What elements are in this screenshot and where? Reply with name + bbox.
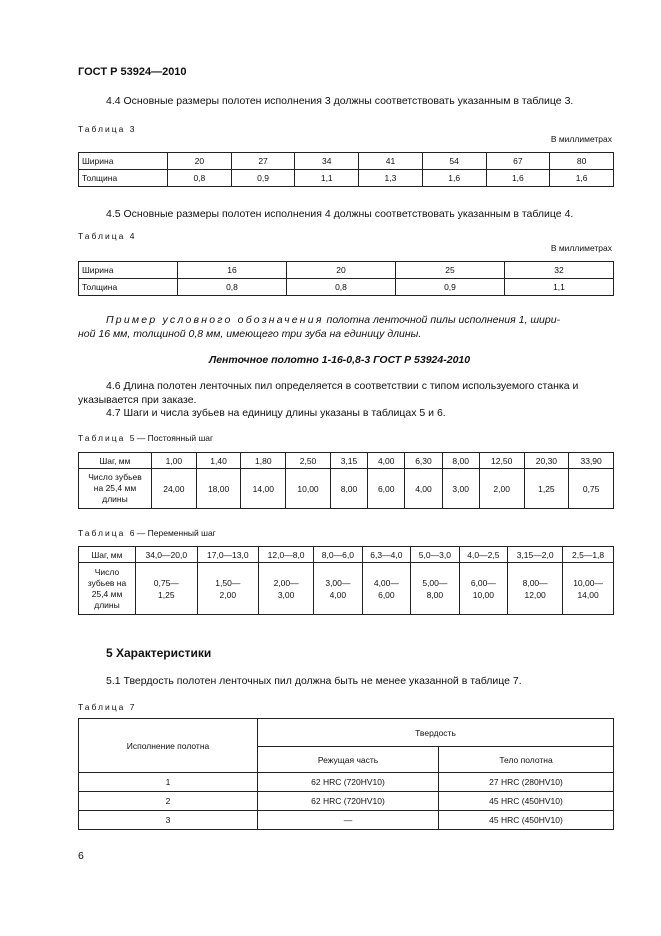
table-3-unit: В миллиметрах bbox=[550, 134, 612, 144]
table-cell bbox=[362, 563, 411, 615]
table-cell: 0,75 bbox=[569, 469, 614, 509]
table-row bbox=[79, 811, 614, 830]
table-cell: 3,15—2,0 bbox=[508, 547, 563, 563]
table-cell: Ширина bbox=[79, 153, 168, 170]
table-cell: 0,9 bbox=[396, 279, 505, 296]
table-row bbox=[79, 469, 614, 509]
table-cell-label bbox=[79, 563, 136, 615]
paragraph-4-5: 4.5 Основные размеры полотен исполнения 4 должны соответствовать указанным в таблице 4. bbox=[106, 208, 574, 220]
table-cell: 3,15 bbox=[330, 453, 367, 469]
example-line-1 bbox=[106, 313, 560, 327]
table-cell bbox=[314, 563, 363, 615]
value-line: 5,00— bbox=[422, 577, 448, 588]
value-line: 2,00— bbox=[273, 577, 299, 588]
table-row bbox=[79, 792, 614, 811]
paragraph-5-1: 5.1 Твердость полотен ленточных пил должна быть не менее указанной в таблице 7. bbox=[106, 675, 522, 687]
table-cell: 41 bbox=[359, 153, 423, 170]
table-row bbox=[79, 453, 614, 469]
table-cell: 62 HRC (720HV10) bbox=[258, 773, 439, 792]
table-row bbox=[79, 279, 614, 296]
table-header-cutting: Режущая часть bbox=[258, 747, 439, 773]
table-cell: 8,00 bbox=[442, 453, 479, 469]
table-cell: 45 HRC (450HV10) bbox=[439, 811, 614, 830]
value-line: 10,00 bbox=[472, 589, 495, 600]
table-cell: 27 bbox=[231, 153, 295, 170]
table-cell: 1 bbox=[79, 773, 258, 792]
table-6-caption-title: 6 — Переменный шаг bbox=[129, 528, 216, 538]
table-5 bbox=[78, 452, 614, 509]
table-cell: 27 HRC (280HV10) bbox=[439, 773, 614, 792]
table-cell: 1,1 bbox=[505, 279, 614, 296]
table-row bbox=[79, 153, 614, 170]
table-cell: 2,50 bbox=[286, 453, 331, 469]
table-cell bbox=[197, 563, 259, 615]
label-line: зубьев на bbox=[87, 577, 127, 588]
table-cell: 6,30 bbox=[405, 453, 442, 469]
table-cell: 32 bbox=[505, 262, 614, 279]
example-line-2: ной 16 мм, толщиной 0,8 мм, имеющего три зуба на единицу длины. bbox=[78, 328, 422, 340]
value-line: 1,25 bbox=[158, 589, 175, 600]
value-line: 3,00— bbox=[325, 577, 351, 588]
table-cell bbox=[136, 563, 198, 615]
table-cell: 25 bbox=[396, 262, 505, 279]
table-cell: 1,1 bbox=[295, 170, 359, 187]
table-cell: 33,90 bbox=[569, 453, 614, 469]
table-cell: 3 bbox=[79, 811, 258, 830]
table-6-caption-word: Таблица bbox=[78, 528, 126, 538]
table-cell: 1,6 bbox=[486, 170, 550, 187]
value-line: 8,00— bbox=[522, 577, 548, 588]
table-cell: Шаг, мм bbox=[79, 547, 136, 563]
table-header-version: Исполнение полотна bbox=[79, 719, 258, 773]
table-cell: 0,8 bbox=[287, 279, 396, 296]
table-cell: 20 bbox=[168, 153, 232, 170]
table-cell: 4,00 bbox=[368, 453, 405, 469]
table-row bbox=[79, 773, 614, 792]
table-cell: 12,0—8,0 bbox=[259, 547, 314, 563]
table-cell-label bbox=[79, 469, 152, 509]
table-cell: 34 bbox=[295, 153, 359, 170]
table-cell: 1,80 bbox=[241, 453, 286, 469]
table-7-caption: Таблица 7 bbox=[78, 702, 137, 712]
table-7 bbox=[78, 718, 614, 830]
table-header-hardness: Твердость bbox=[258, 719, 614, 747]
table-cell: 16 bbox=[178, 262, 287, 279]
table-cell: 18,00 bbox=[196, 469, 241, 509]
table-cell: 24,00 bbox=[152, 469, 197, 509]
value-line: 10,00— bbox=[573, 577, 603, 588]
table-cell: 0,9 bbox=[231, 170, 295, 187]
table-6 bbox=[78, 546, 614, 615]
table-cell bbox=[508, 563, 563, 615]
value-line: 2,00 bbox=[219, 589, 237, 600]
table-5-caption-title: 5 — Постоянный шаг bbox=[129, 433, 214, 443]
table-5-caption-word: Таблица bbox=[78, 433, 126, 443]
value-line: 14,00 bbox=[577, 589, 599, 600]
table-4-caption: Таблица 4 bbox=[78, 231, 137, 241]
table-cell bbox=[259, 563, 314, 615]
table-cell: 2 bbox=[79, 792, 258, 811]
table-cell: 45 HRC (450HV10) bbox=[439, 792, 614, 811]
table-row bbox=[79, 547, 614, 563]
table-4 bbox=[78, 261, 614, 296]
table-cell: 4,0—2,5 bbox=[459, 547, 508, 563]
table-cell: 1,40 bbox=[196, 453, 241, 469]
value-line: 12,00 bbox=[524, 589, 546, 600]
table-cell: 2,5—1,8 bbox=[563, 547, 614, 563]
table-cell: 80 bbox=[550, 153, 614, 170]
paragraph-4-6: 4.6 Длина полотен ленточных пил определяется в соответствии с типом используемого станка и bbox=[106, 380, 579, 392]
table-cell: 10,00 bbox=[286, 469, 331, 509]
table-cell: 1,3 bbox=[359, 170, 423, 187]
label-line: Число bbox=[94, 566, 120, 577]
table-cell: 1,6 bbox=[422, 170, 486, 187]
value-line: 1,50— bbox=[215, 577, 241, 588]
paragraph-4-4: 4.4 Основные размеры полотен исполнения 3 должны соответствовать указанным в таблице 3. bbox=[106, 95, 574, 107]
table-cell: 6,00 bbox=[368, 469, 405, 509]
table-cell: 3,00 bbox=[442, 469, 479, 509]
table-3 bbox=[78, 152, 614, 187]
table-cell: Ширина bbox=[79, 262, 178, 279]
table-cell: 54 bbox=[422, 153, 486, 170]
table-cell: Шаг, мм bbox=[79, 453, 152, 469]
table-5-caption bbox=[78, 433, 213, 443]
table-row bbox=[79, 170, 614, 187]
table-cell: 62 HRC (720HV10) bbox=[258, 792, 439, 811]
example-text: полотна ленточной пилы исполнения 1, шири- bbox=[323, 314, 561, 326]
table-6-caption bbox=[78, 528, 216, 538]
document-header: ГОСТ Р 53924—2010 bbox=[78, 66, 187, 78]
table-cell bbox=[411, 563, 460, 615]
table-cell: 12,50 bbox=[479, 453, 524, 469]
value-line: 6,00 bbox=[378, 589, 395, 600]
value-line: 4,00— bbox=[373, 577, 399, 588]
table-cell: 4,00 bbox=[405, 469, 442, 509]
value-line: 3,00 bbox=[277, 589, 295, 600]
label-line: 25,4 мм bbox=[91, 588, 123, 599]
table-cell: 67 bbox=[486, 153, 550, 170]
table-cell: Толщина bbox=[79, 170, 168, 187]
table-cell: 1,6 bbox=[550, 170, 614, 187]
label-line: длины bbox=[102, 494, 128, 504]
table-cell: Толщина bbox=[79, 279, 178, 296]
table-cell bbox=[459, 563, 508, 615]
table-cell: 5,0—3,0 bbox=[411, 547, 460, 563]
table-cell: 20,30 bbox=[524, 453, 569, 469]
value-line: 4,00 bbox=[329, 589, 347, 600]
table-row bbox=[79, 262, 614, 279]
paragraph-4-6-cont: указывается при заказе. bbox=[78, 394, 197, 406]
table-4-unit: В миллиметрах bbox=[550, 243, 612, 253]
table-cell: 8,0—6,0 bbox=[314, 547, 363, 563]
page-number: 6 bbox=[78, 850, 84, 862]
value-line: 0,75— bbox=[153, 577, 179, 588]
table-3-caption: Таблица 3 bbox=[78, 124, 137, 134]
table-cell: 0,8 bbox=[178, 279, 287, 296]
table-header-body: Тело полотна bbox=[439, 747, 614, 773]
label-line: на 25,4 мм bbox=[93, 483, 137, 493]
table-cell: 1,25 bbox=[524, 469, 569, 509]
table-cell: 8,00 bbox=[330, 469, 367, 509]
table-cell: 17,0—13,0 bbox=[197, 547, 259, 563]
table-row bbox=[79, 563, 614, 615]
table-cell: 14,00 bbox=[241, 469, 286, 509]
label-line: длины bbox=[94, 599, 120, 610]
table-cell: 6,3—4,0 bbox=[362, 547, 411, 563]
value-line: 6,00— bbox=[470, 577, 496, 588]
table-cell: 0,8 bbox=[168, 170, 232, 187]
table-cell: 34,0—20,0 bbox=[136, 547, 198, 563]
value-line: 8,00 bbox=[426, 589, 444, 600]
table-cell bbox=[563, 563, 614, 615]
table-cell: 20 bbox=[287, 262, 396, 279]
table-cell: — bbox=[258, 811, 439, 830]
section-5-title: 5 Характеристики bbox=[106, 646, 212, 660]
label-line: Число зубьев bbox=[88, 472, 142, 482]
table-cell: 1,00 bbox=[152, 453, 197, 469]
paragraph-4-7: 4.7 Шаги и числа зубьев на единицу длины указаны в таблицах 5 и 6. bbox=[106, 407, 446, 419]
example-designation: Ленточное полотно 1-16-0,8-3 ГОСТ Р 53924-2010 bbox=[209, 354, 471, 366]
example-lead: Пример условного обозначения bbox=[106, 314, 324, 326]
table-row bbox=[79, 719, 614, 747]
table-cell: 2,00 bbox=[479, 469, 524, 509]
